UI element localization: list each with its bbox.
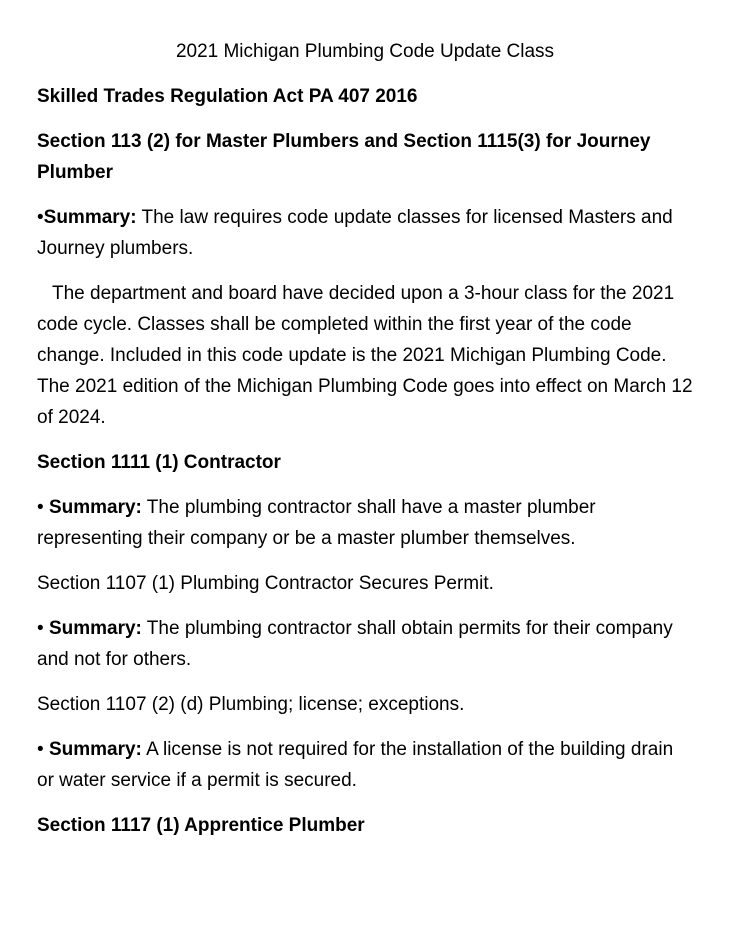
section-1107-2: Section 1107 (2) (d) Plumbing; license; exceptions.: [37, 694, 465, 715]
summary-label-2: Summary:: [48, 497, 142, 518]
department-paragraph: The department and board have decided upon a 3-hour class for the 2021 code cycle. Classes shall be completed within the first year of the code change. Included in this code update is the 2021 Michigan Plumbing Code. The 2021 edition of the Michigan Plumbing Code goes into effect on March 12 of 2024.: [37, 283, 693, 428]
summary-label-1: Summary:: [43, 207, 137, 228]
summary-text-2: The plumbing contractor shall have a master plumber representing their company or be a master plumber themselves.: [37, 497, 596, 549]
summary-text-3: The plumbing contractor shall obtain permits for their company and not for others.: [37, 618, 673, 670]
summary-paragraph-2: [37, 492, 693, 554]
summary-label-3: Summary:: [48, 618, 142, 639]
act-heading: Skilled Trades Regulation Act PA 407 2016: [37, 86, 418, 107]
section-1111-heading: Section 1111 (1) Contractor: [37, 452, 281, 473]
bullet-2: •: [37, 497, 49, 518]
bullet-4: •: [37, 739, 49, 760]
section-113-heading: Section 113 (2) for Master Plumbers and Section 1115(3) for Journey Plumber: [37, 131, 651, 183]
document-title: 2021 Michigan Plumbing Code Update Class: [175, 41, 555, 62]
summary-text-4: A license is not required for the installation of the building drain or water service if a permit is secured.: [37, 739, 674, 791]
summary-paragraph-4: [37, 734, 693, 796]
section-1107-1: Section 1107 (1) Plumbing Contractor Secures Permit.: [37, 573, 494, 594]
summary-paragraph-3: [37, 613, 693, 675]
summary-text-1: The law requires code update classes for licensed Masters and Journey plumbers.: [37, 207, 673, 259]
bullet-1: •: [37, 207, 44, 228]
section-1117-heading: Section 1117 (1) Apprentice Plumber: [37, 815, 365, 836]
summary-paragraph-1: [37, 202, 693, 264]
summary-label-4: Summary:: [48, 739, 142, 760]
bullet-3: •: [37, 618, 49, 639]
